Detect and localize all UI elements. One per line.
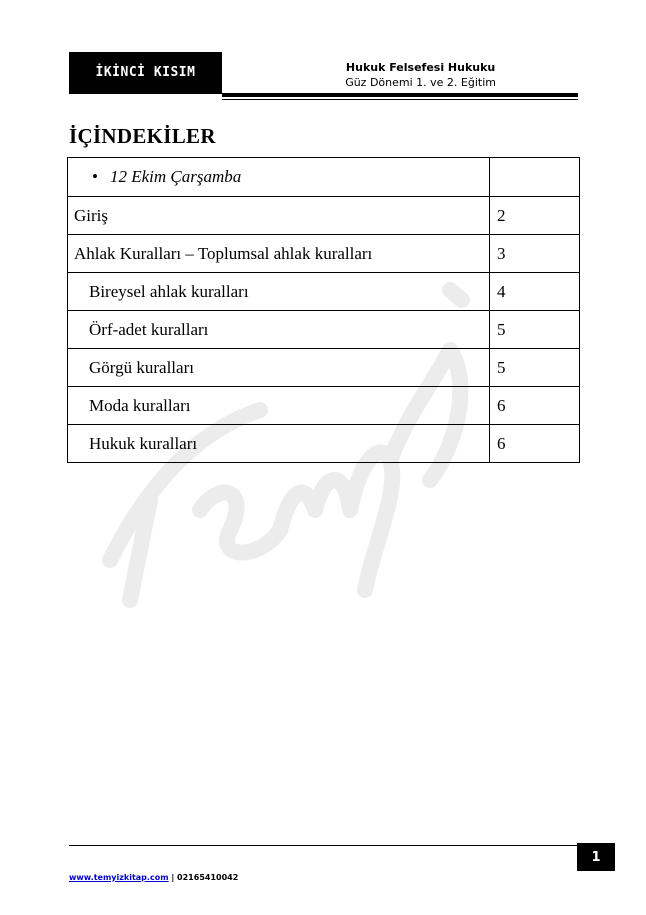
toc-entry-label: Giriş xyxy=(68,197,490,235)
page-number: 1 xyxy=(577,843,615,871)
toc-date-page xyxy=(490,158,580,197)
toc-row[interactable] xyxy=(68,387,580,425)
toc-entry-page: 6 xyxy=(490,425,580,463)
header-divider-left xyxy=(69,93,222,94)
toc-entry-page: 2 xyxy=(490,197,580,235)
course-subtitle: Güz Dönemi 1. ve 2. Eğitim xyxy=(345,76,496,89)
toc-date-row xyxy=(68,158,580,197)
toc-entry-label: Görgü kuralları xyxy=(68,349,490,387)
toc-date-label: 12 Ekim Çarşamba xyxy=(110,167,242,186)
toc-entry-page: 3 xyxy=(490,235,580,273)
toc-entry-label: Örf-adet kuralları xyxy=(68,311,490,349)
header-divider-thin xyxy=(222,99,578,100)
toc-entry-label: Bireysel ahlak kuralları xyxy=(68,273,490,311)
toc-row[interactable] xyxy=(68,235,580,273)
header-divider-thick xyxy=(222,93,578,97)
toc-entry-page: 5 xyxy=(490,349,580,387)
course-title: Hukuk Felsefesi Hukuku xyxy=(345,61,496,74)
footer-divider xyxy=(69,845,577,846)
toc-row[interactable] xyxy=(68,349,580,387)
toc-row[interactable] xyxy=(68,311,580,349)
toc-entry-page: 5 xyxy=(490,311,580,349)
toc-entry-page: 6 xyxy=(490,387,580,425)
bullet-icon: • xyxy=(92,167,98,186)
website-link[interactable]: www.temyizkitap.com xyxy=(69,873,169,882)
toc-entry-label: Ahlak Kuralları – Toplumsal ahlak kuralları xyxy=(68,235,490,273)
footer-contact xyxy=(69,873,238,882)
toc-title: İÇİNDEKİLER xyxy=(69,124,216,148)
toc-date-cell xyxy=(68,158,490,197)
course-header xyxy=(345,60,496,90)
phone-number: 02165410042 xyxy=(177,873,239,882)
toc-table xyxy=(67,157,580,463)
toc-row[interactable] xyxy=(68,273,580,311)
toc-entry-page: 4 xyxy=(490,273,580,311)
toc-entry-label: Hukuk kuralları xyxy=(68,425,490,463)
toc-entry-label: Moda kuralları xyxy=(68,387,490,425)
section-label: İKİNCİ KISIM xyxy=(69,52,222,93)
footer-separator: | xyxy=(171,873,175,882)
toc-row[interactable] xyxy=(68,197,580,235)
toc-row[interactable] xyxy=(68,425,580,463)
